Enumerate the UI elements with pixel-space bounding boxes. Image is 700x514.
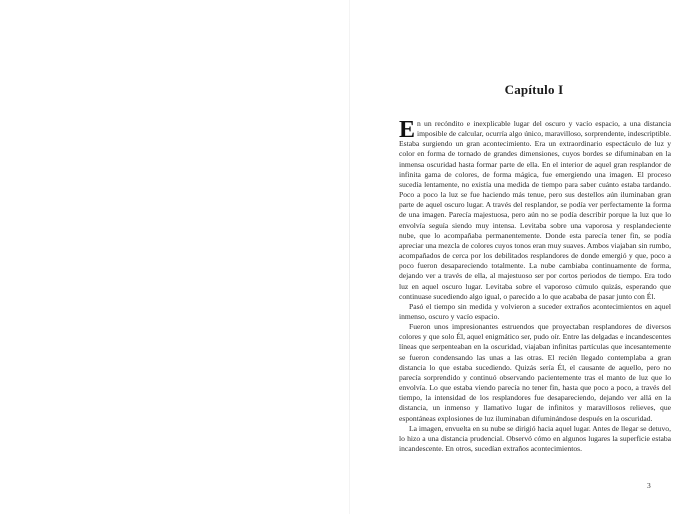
- paragraph-1-text: n un recóndito e inexplicable lugar del oscuro y vacío espacio, a una distancia imposible de calcular, ocurría algo único, maravilloso, sorprendente, indescriptible. Estaba surgiendo un gran acontecimiento. Era un extraordinario espectáculo de luz y color en forma de tornado de grandes dimensiones, cuyos bordes se difuminaban en la inmensa oscuridad hasta formar parte de ella. En el interior de aquel gran resplandor de infinita gama de colores, de forma mágica, fue emergiendo una imagen. El proceso sucedía lentamente, no existía una medida de tiempo para saber cuánto estaba tardando. Poco a poco la luz se fue haciendo más tenue, pero sus destellos aún iluminaban gran parte de aquel oscuro lugar. A través del resplandor, se podía ver perfectamente la forma de una imagen. Parecía majestuosa, pero aún no se podía describir porque la luz que lo envolvía seguía siendo muy intensa. Levitaba sobre una vaporosa y resplandeciente nube, que lo acompañaba permanentemente. Donde esta parecía tener fin, se podía apreciar una mezcla de colores cuyos tonos eran muy suaves. Ambos viajaban sin rumbo, acompañados de cerca por los debilitados resplandores de donde emergió y que, poco a poco fueron desapareciendo totalmente. La nube cambiaba continuamente de forma, dejando ver a través de ella, al majestuoso ser por cortos periodos de tiempo. Era todo luz en aquel oscuro lugar. Levitaba sobre el vaporoso cúmulo quizás, esperando que continuase sucediendo algo igual, o parecido a lo que acababa de pasar junto con Él.: [399, 119, 671, 301]
- chapter-body: [399, 119, 671, 454]
- book-gutter: [349, 0, 350, 514]
- drop-cap: E: [399, 117, 416, 143]
- paragraph-4: La imagen, envuelta en su nube se dirigió hacia aquel lugar. Antes de llegar se detuvo, lo hizo a una distancia prudencial. Observó cómo en algunos lugares la superficie estaba incandescente. En otros, sucedían extraños acontecimientos.: [399, 423, 671, 453]
- page-number: 3: [647, 481, 651, 490]
- paragraph-1: [399, 119, 671, 302]
- chapter-title: Capítulo I: [504, 82, 564, 97]
- paragraph-3: Fueron unos impresionantes estruendos que proyectaban resplandores de diversos colores y que solo Él, aquel enigmático ser, pudo oír. Entre las delgadas e incandescentes líneas que serpenteaban en la oscuridad, viajaban infinitas partículas que incesantemente se fueron condensando las unas a las otras. El recién llegado contemplaba a gran distancia lo que estaba sucediendo. Quizás sería Él, el causante de aquello, pero no parecía sorprendido y continuó observando pacientemente tras el manto de luz que lo envolvía. Lo que estaba viendo parecía no tener fin, hasta que poco a poco, a través del tiempo, la intensidad de los resplandores fue desapareciendo, dejando ver allá en la distancia, un inmenso y llamativo lugar de infinitos y maravillosos relieves, que espontáneas explosiones de luz iluminaban difuminándose después en la oscuridad.: [399, 322, 671, 423]
- paragraph-2: Pasó el tiempo sin medida y volvieron a suceder extraños acontecimientos en aquel inmenso, oscuro y vacío espacio.: [399, 301, 671, 321]
